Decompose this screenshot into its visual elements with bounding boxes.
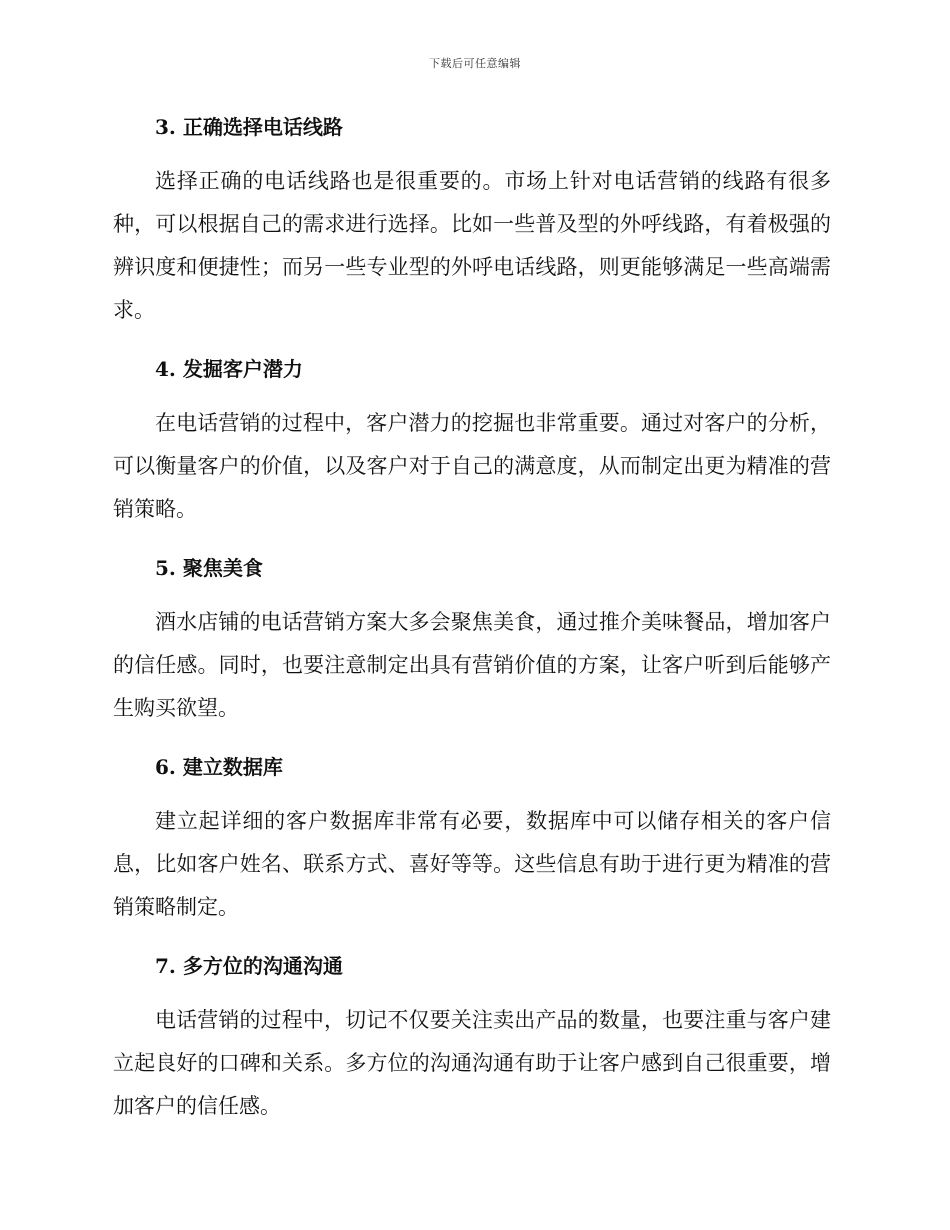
document-content [113,112,831,1150]
section-heading: 6. 建立数据库 [155,755,283,779]
section-paragraph: 建立起详细的客户数据库非常有必要，数据库中可以储存相关的客户信息，比如客户姓名、联系方式、喜好等等。这些信息有助于进行更为精准的营销策略制定。 [113,809,831,919]
section-paragraph: 在电话营销的过程中，客户潜力的挖掘也非常重要。通过对客户的分析，可以衡量客户的价值，以及客户对于自己的满意度，从而制定出更为精准的营销策略。 [113,411,831,521]
section-paragraph: 电话营销的过程中，切记不仅要关注卖出产品的数量，也要注重与客户建立起良好的口碑和关系。多方位的沟通沟通有助于让客户感到自己很重要，增加客户的信任感。 [113,1008,831,1118]
section-7 [113,951,831,1128]
header-note: 下载后可任意编辑 [429,57,521,70]
section-paragraph: 酒水店铺的电话营销方案大多会聚焦美食，通过推介美味餐品，增加客户的信任感。同时，也要注意制定出具有营销价值的方案，让客户听到后能够产生购买欲望。 [113,610,831,720]
section-heading: 7. 多方位的沟通沟通 [155,954,343,978]
section-6 [113,752,831,929]
section-4 [113,354,831,531]
section-heading: 4. 发掘客户潜力 [155,357,303,381]
section-heading: 3. 正确选择电话线路 [155,115,343,139]
section-paragraph: 选择正确的电话线路也是很重要的。市场上针对电话营销的线路有很多种，可以根据自己的需求进行选择。比如一些普及型的外呼线路，有着极强的辨识度和便捷性；而另一些专业型的外呼电话线路，则更能够满足一些高端需求。 [113,169,831,322]
section-heading: 5. 聚焦美食 [155,556,263,580]
section-3 [113,112,831,332]
section-5 [113,553,831,730]
